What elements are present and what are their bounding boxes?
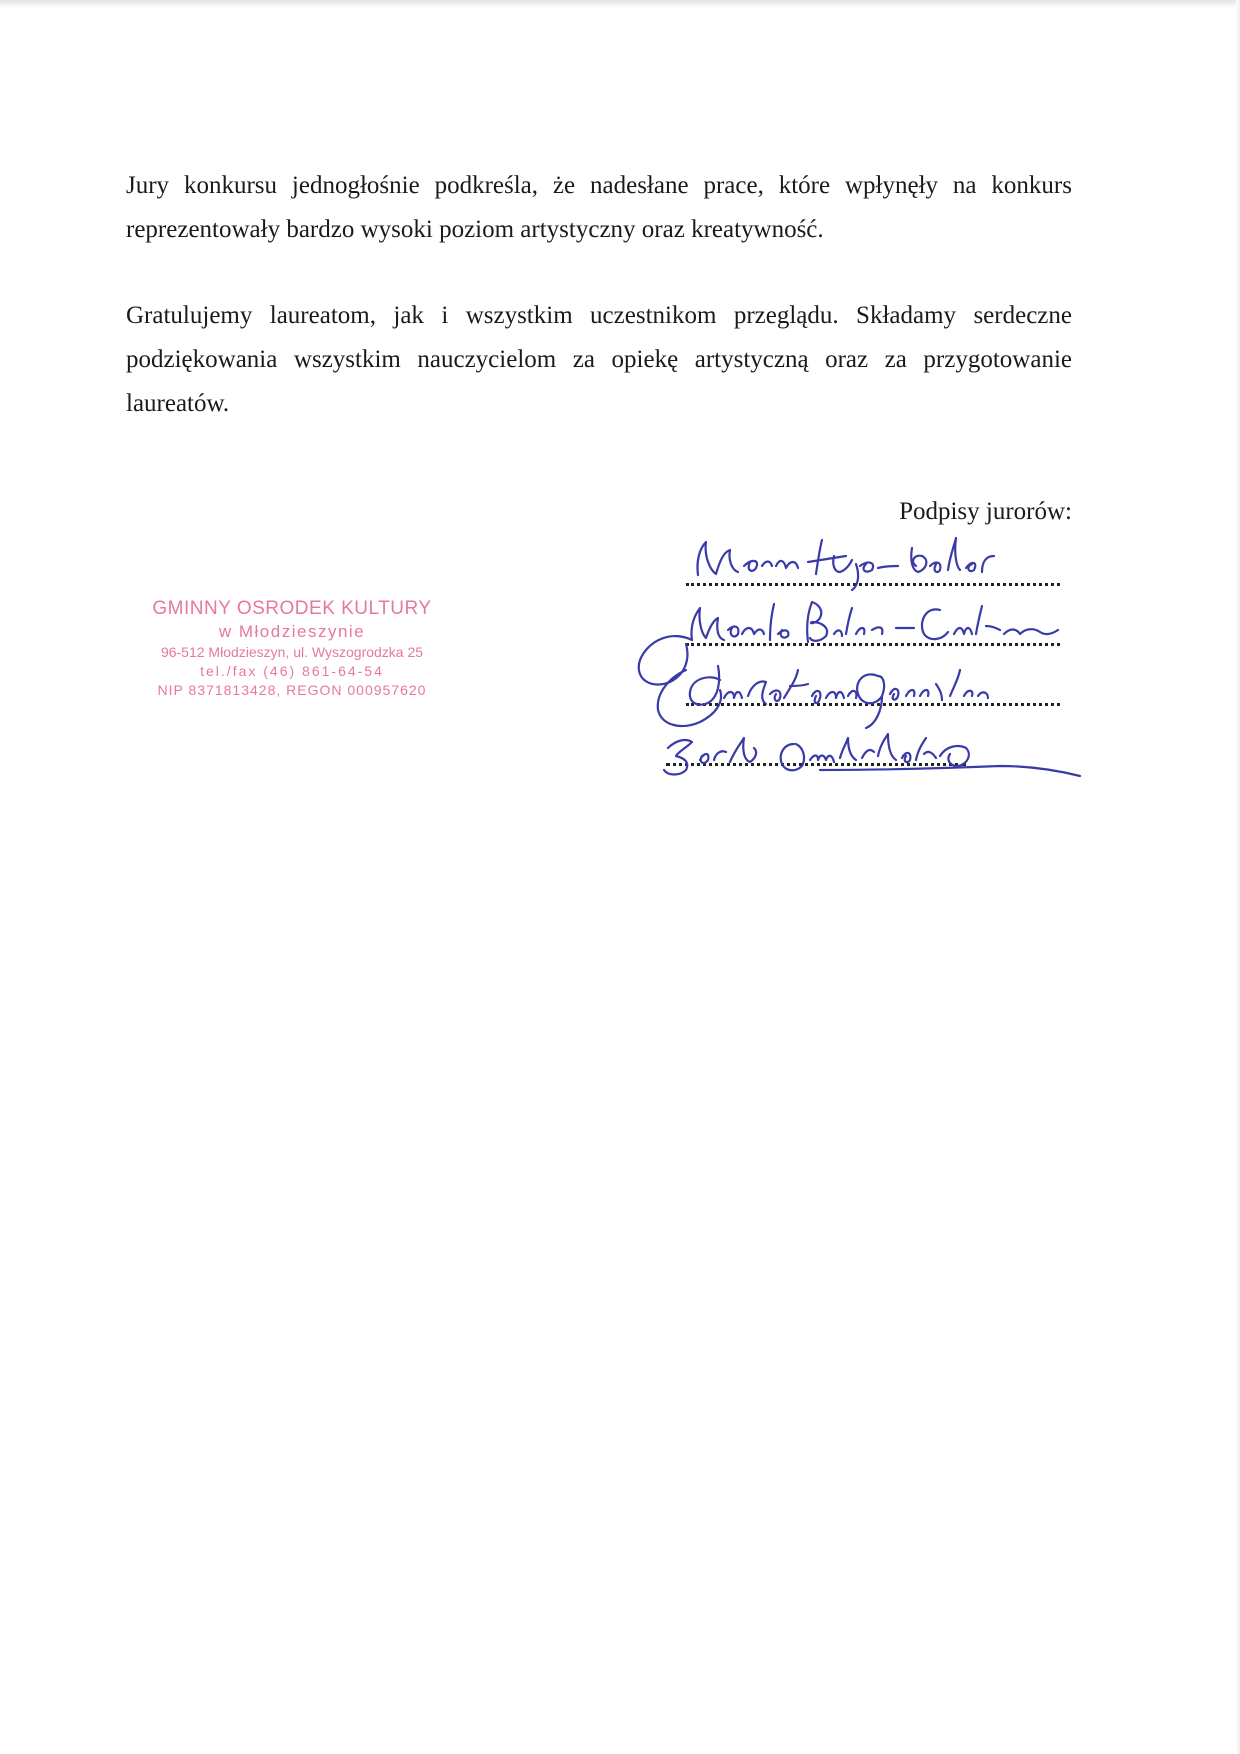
handwritten-signatures xyxy=(620,530,1180,810)
signature-2-loop xyxy=(639,636,692,684)
stamp-location: w Młodzieszynie xyxy=(218,622,366,641)
stamp-phone: tel./fax (46) 861-64-54 xyxy=(200,663,384,679)
signature-1 xyxy=(697,538,994,590)
stamp-organization-name: GMINNY OSRODEK KULTURY xyxy=(152,598,432,619)
stamp-tax-ids: NIP 8371813428, REGON 000957620 xyxy=(157,682,427,698)
organization-stamp xyxy=(142,597,442,700)
jury-statement-paragraph: Jury konkursu jednogłośnie podkreśla, że nadesłane prace, które wpłynęły na konkurs reprezentowały bardzo wysoki poziom artystyczny oraz kreatywność. xyxy=(126,172,1072,243)
signature-3 xyxy=(690,666,988,728)
congratulations-paragraph: Gratulujemy laureatom, jak i wszystkim uczestnikom przeglądu. Składamy serdeczne podziękowania wszystkim nauczycielom za opiekę artystyczną oraz za przygotowanie laureatów. xyxy=(126,302,1072,417)
signatures-heading: Podpisy jurorów: xyxy=(899,498,1072,525)
stamp-address: 96-512 Młodzieszyn, ul. Wyszogrodzka 25 xyxy=(160,644,424,660)
scan-edge-top xyxy=(0,0,1240,8)
scan-edge-right xyxy=(1236,0,1240,1754)
signature-2 xyxy=(691,602,1058,642)
signature-4-tail xyxy=(820,766,1080,776)
jury-signatures xyxy=(620,530,1180,810)
